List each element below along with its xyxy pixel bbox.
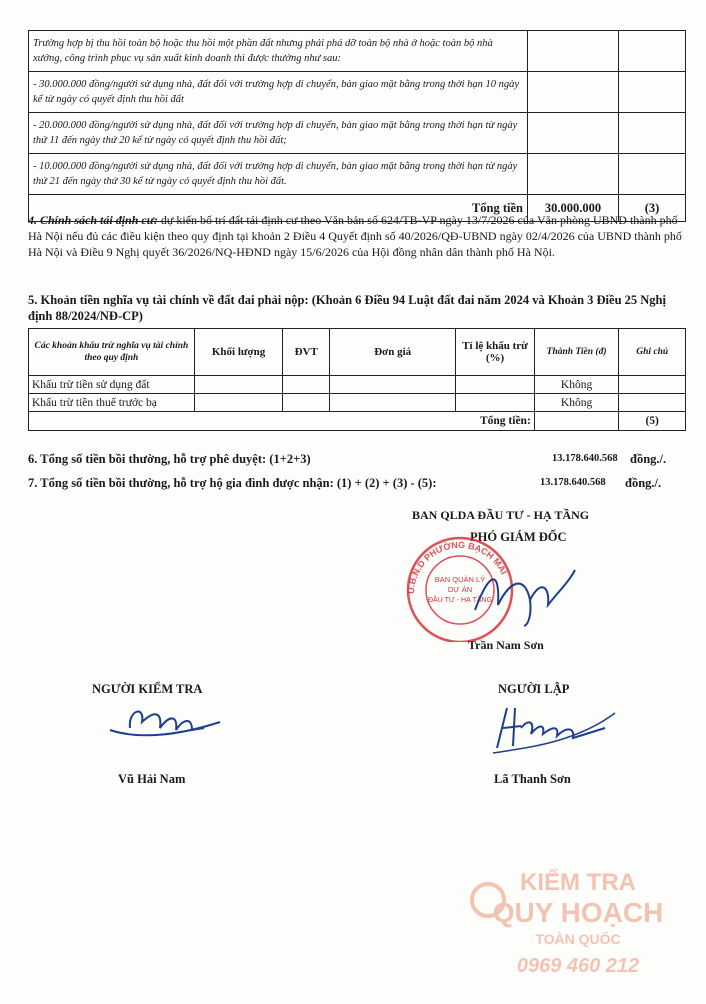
deduction-table — [28, 328, 686, 431]
section5-heading: 5. Khoản tiền nghĩa vụ tài chính về đất đai phải nộp: (Khoản 6 Điều 94 Luật đất đai năm 2024 và Khoản 3 Điều 25 Nghị định 88/2024/NĐ-CP) — [28, 293, 666, 323]
total-ref: (3) — [619, 195, 686, 222]
column-header: Các khoản khấu trừ nghĩa vụ tài chính theo quy định — [29, 329, 195, 376]
checker-name: Vũ Hải Nam — [118, 772, 186, 786]
column-header: Khối lượng — [194, 329, 283, 376]
watermark-line: KIỂM TRA — [520, 869, 636, 896]
watermark-logo — [468, 860, 688, 990]
watermark-line: QUY HOẠCH — [492, 897, 664, 928]
director-name: Trần Nam Sơn — [468, 638, 544, 652]
director-role: PHÓ GIÁM ĐỐC — [470, 530, 567, 544]
preparer-label: NGƯỜI LẬP — [498, 682, 570, 696]
line7-unit: đồng./. — [625, 476, 662, 490]
column-header: Ghi chú — [619, 329, 686, 376]
table-row — [29, 113, 686, 154]
table-cell: - 10.000.000 đồng/người sử dụng nhà, đất đối với trường hợp di chuyển, bàn giao mặt bằng trong thời hạn từ ngày thứ 21 đến ngày thứ 30 kể từ ngày có quyết định thu hồi đất. — [29, 154, 528, 195]
bonus-table — [28, 30, 686, 222]
deduction-name: Khấu trừ tiền sử dụng đất — [29, 376, 195, 394]
column-header: ĐVT — [283, 329, 330, 376]
total-label: Tổng tiền: — [29, 412, 535, 431]
line6-unit: đồng./. — [630, 452, 667, 466]
checker-signature — [100, 700, 230, 745]
table-header-row — [29, 329, 686, 376]
stamp-line: DỰ ÁN — [447, 585, 473, 594]
deduction-amount: Không — [534, 394, 619, 412]
preparer-name: Lã Thanh Sơn — [494, 772, 571, 786]
stamp-line: ĐẦU TƯ - HẠ TẦNG — [427, 597, 493, 604]
watermark-line: 0969 460 212 — [516, 955, 640, 977]
stamp-ring-text: U.B.N.D PHƯỜNG BẠCH MAI — [405, 539, 510, 595]
deduction-name: Khấu trừ tiền thuế trước bạ — [29, 394, 195, 412]
column-header: Đơn giá — [330, 329, 456, 376]
table-cell: - 30.000.000 đồng/người sử dụng nhà, đất đối với trường hợp di chuyển, bàn giao mặt bằng trong thời hạn 10 ngày kể từ ngày có quyết định thu hồi đất — [29, 72, 528, 113]
total-value: 30.000.000 — [528, 195, 619, 222]
stamp-line: BAN QUẢN LÝ — [434, 575, 486, 584]
line7-label: 7. Tổng số tiền bồi thường, hỗ trợ hộ gia đình được nhận: (1) + (2) + (3) - (5): — [28, 476, 437, 490]
section4-text: dự kiến bố trí đất tái định cư theo Văn bản số 624/TB-VP ngày 13/7/2026 của Văn phòng UBND thành phố Hà Nội nếu đủ các điều kiện theo quy định tại khoản 2 Điều 4 Quyết định số 40/2026/QĐ-UBND ngày 02/4/2026 của UBND thành phố Hà Nội và Điều 9 Nghị quyết 36/2026/NQ-HĐND ngày 15/6/2026 của Hội đồng nhân dân thành phố Hà Nội. — [28, 213, 682, 259]
table-row — [29, 376, 686, 394]
total-row — [29, 412, 686, 431]
column-header: Thành Tiền (đ) — [534, 329, 619, 376]
director-signature — [470, 560, 580, 630]
org-name: BAN QLDA ĐẦU TƯ - HẠ TẦNG — [412, 508, 590, 522]
preparer-signature — [485, 698, 625, 758]
watermark-line: TOÀN QUỐC — [535, 931, 621, 947]
table-row — [29, 154, 686, 195]
resettlement-policy — [28, 212, 688, 260]
checker-label: NGƯỜI KIỂM TRA — [92, 682, 203, 696]
table-row — [29, 394, 686, 412]
table-cell: - 20.000.000 đồng/người sử dụng nhà, đất đối với trường hợp di chuyển, bàn giao mặt bằng trong thời hạn từ ngày thứ 11 đến ngày thứ 20 kể từ ngày có quyết định thu hồi đất; — [29, 113, 528, 154]
column-header: Tỉ lệ khấu trừ (%) — [456, 329, 535, 376]
line6-label: 6. Tổng số tiền bồi thường, hỗ trợ phê duyệt: (1+2+3) — [28, 452, 311, 466]
table-row — [29, 72, 686, 113]
line7-value: 13.178.640.568 — [540, 477, 606, 488]
deduction-amount: Không — [534, 376, 619, 394]
line6-value: 13.178.640.568 — [552, 453, 618, 464]
table-row — [29, 31, 686, 72]
section4-heading: 4. Chính sách tái định cư: — [28, 213, 158, 227]
total-label: Tổng tiền — [29, 195, 528, 222]
total-ref: (5) — [619, 412, 686, 431]
table-cell: Trường hợp bị thu hồi toàn bộ hoặc thu hồi một phần đất nhưng phải phá dỡ toàn bộ nhà ở hoặc toàn bộ nhà xưởng, công trình phục vụ sản xuất kinh doanh thì được thưởng như sau: — [29, 31, 528, 72]
